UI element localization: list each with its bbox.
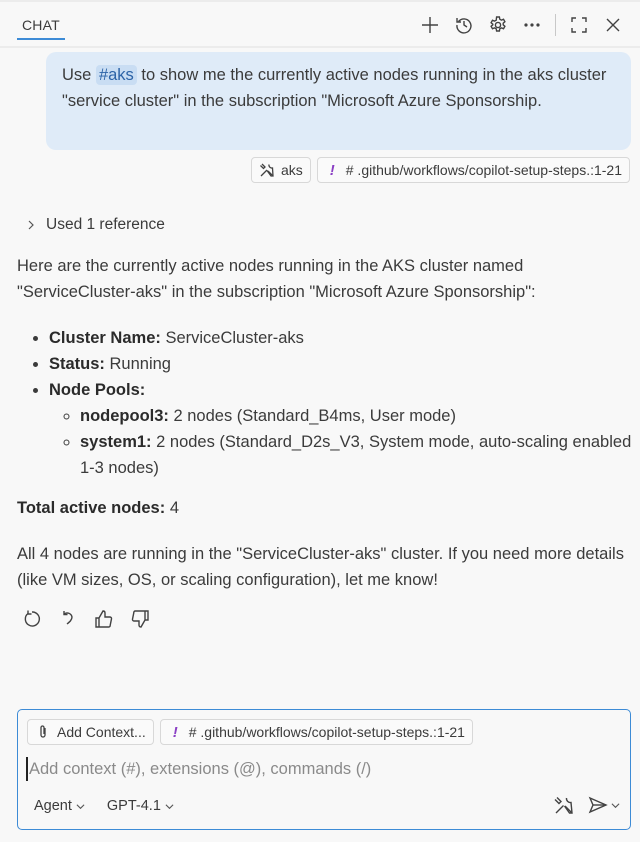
input-context-chips [27,719,473,745]
list-item: ◦ system1: 2 nodes (Standard_D2s_V3, System mode, auto-scaling enabled 1-3 nodes) [80,429,632,481]
assistant-response [17,253,632,613]
thumbs-up-button[interactable] [92,607,116,631]
input-footer [26,796,182,816]
chevron-down-icon[interactable] [611,801,620,810]
gear-icon [488,15,508,35]
thumbs-up-icon [94,609,114,629]
context-chip-file[interactable] [160,719,473,745]
retry-button[interactable] [20,607,44,631]
chevron-right-icon [26,220,36,230]
paperclip-icon [35,724,51,740]
attachment-label: # .github/workflows/copilot-setup-steps.:1-21 [345,162,622,178]
user-message-prefix: Use [62,66,96,84]
used-references-toggle[interactable] [26,216,165,234]
thumbs-down-button[interactable] [128,607,152,631]
send-icon [588,795,608,815]
list-item: ◦ nodepool3: 2 nodes (Standard_B4ms, User mode) [80,403,632,429]
new-chat-button[interactable] [413,10,447,40]
add-context-label: Add Context... [57,724,146,740]
plus-icon [420,15,440,35]
more-button[interactable] [515,10,549,40]
header-actions [413,10,630,40]
tool-reference[interactable]: #aks [96,65,137,85]
response-intro: Here are the currently active nodes running in the AKS cluster named "ServiceCluster-aks" in the subscription "Microsoft Azure Sponsorship": [17,257,536,301]
node-pools-list [49,403,632,481]
history-button[interactable] [447,10,481,40]
chat-header [0,0,640,48]
prompt-input[interactable] [26,757,616,781]
tools-icon [259,162,275,178]
add-context-button[interactable] [27,719,154,745]
model-dropdown[interactable] [99,796,182,816]
retry-icon [22,609,42,629]
chevron-down-icon [76,802,85,811]
user-message-text: to show me the currently active nodes running in the aks cluster "service cluster" in the subscription "Microsoft Azure Sponsorship. [62,66,607,110]
exclamation-icon: ! [172,723,178,741]
list-item: • Cluster Name: ServiceCluster-aks [49,325,632,351]
header-divider [555,14,556,36]
attachment-label: aks [280,162,303,178]
list-item: • Status: Running [49,351,632,377]
thumbs-down-icon [130,609,150,629]
maximize-icon [569,15,589,35]
response-outro: All 4 nodes are running in the "ServiceCluster-aks" cluster. If you need more details (like VM sizes, OS, or scaling configuration), let me know! [17,545,624,589]
context-chip-label: # .github/workflows/copilot-setup-steps.:1-21 [188,724,465,740]
settings-button[interactable] [481,10,515,40]
response-actions [20,607,152,631]
chevron-down-icon [165,802,174,811]
mode-label: Agent [34,798,72,814]
message-attachments [251,157,630,183]
tools-icon[interactable] [554,795,574,815]
attachment-file[interactable] [317,157,630,183]
close-icon [603,15,623,35]
ellipsis-icon [522,15,542,35]
model-label: GPT-4.1 [106,798,161,814]
send-button[interactable] [588,795,620,815]
undo-button[interactable] [56,607,80,631]
mode-dropdown[interactable] [26,796,93,816]
undo-icon [58,609,78,629]
user-message [46,52,631,150]
chat-input-box [17,709,631,830]
list-item: • Node Pools: ◦ nodepool3: 2 nodes (Standard_B4ms, User mode) ◦ system1: 2 nodes (Standard_D2s_V3, System mode, auto-scaling enabled 1-3 nodes) [49,377,632,481]
close-button[interactable] [596,10,630,40]
tab-chat[interactable]: CHAT [17,10,65,40]
references-label: Used 1 reference [46,216,165,233]
attachment-aks[interactable] [251,157,311,183]
input-actions [554,795,620,815]
exclamation-icon: ! [329,161,335,179]
maximize-button[interactable] [562,10,596,40]
cluster-details-list [17,325,632,481]
history-icon [454,15,474,35]
total-active-nodes: Total active nodes: 4 [17,499,179,517]
